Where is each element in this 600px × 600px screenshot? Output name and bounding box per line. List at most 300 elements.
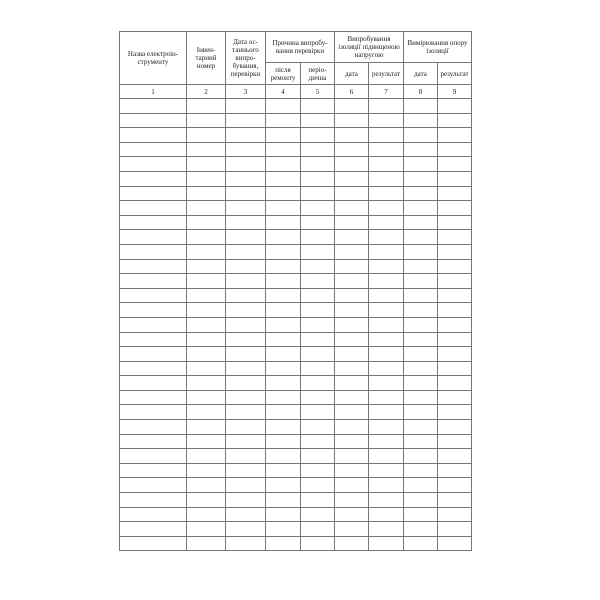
table-cell[interactable] bbox=[369, 317, 404, 332]
table-cell[interactable] bbox=[438, 128, 472, 143]
table-cell[interactable] bbox=[187, 376, 226, 391]
table-cell[interactable] bbox=[266, 215, 301, 230]
table-cell[interactable] bbox=[438, 376, 472, 391]
table-cell[interactable] bbox=[266, 405, 301, 420]
table-cell[interactable] bbox=[335, 332, 369, 347]
table-cell[interactable] bbox=[301, 332, 335, 347]
table-cell[interactable] bbox=[438, 186, 472, 201]
table-cell[interactable] bbox=[266, 274, 301, 289]
table-cell[interactable] bbox=[120, 434, 187, 449]
table-cell[interactable] bbox=[438, 157, 472, 172]
table-cell[interactable] bbox=[226, 274, 266, 289]
header-hv-date bbox=[335, 63, 369, 85]
table-cell[interactable] bbox=[226, 361, 266, 376]
table-cell[interactable] bbox=[369, 288, 404, 303]
table-row bbox=[120, 361, 472, 376]
table-cell[interactable] bbox=[369, 405, 404, 420]
table-cell[interactable] bbox=[335, 449, 369, 464]
table-cell[interactable] bbox=[226, 376, 266, 391]
table-cell[interactable] bbox=[335, 522, 369, 537]
table-cell[interactable] bbox=[187, 186, 226, 201]
table-cell[interactable] bbox=[226, 449, 266, 464]
table-cell[interactable] bbox=[266, 478, 301, 493]
table-cell[interactable] bbox=[404, 347, 438, 362]
table-cell[interactable] bbox=[369, 142, 404, 157]
table-cell[interactable] bbox=[438, 274, 472, 289]
table-cell[interactable] bbox=[404, 99, 438, 114]
table-cell[interactable] bbox=[335, 390, 369, 405]
header-inventory-number-text: Інвен- тарний номер bbox=[195, 46, 217, 70]
table-cell[interactable] bbox=[187, 215, 226, 230]
table-cell[interactable] bbox=[301, 201, 335, 216]
table-cell[interactable] bbox=[404, 434, 438, 449]
table-cell[interactable] bbox=[120, 420, 187, 435]
table-cell[interactable] bbox=[404, 244, 438, 259]
table-cell[interactable] bbox=[266, 171, 301, 186]
table-cell[interactable] bbox=[438, 215, 472, 230]
header-insul-result bbox=[438, 63, 472, 85]
table-cell[interactable] bbox=[226, 259, 266, 274]
table-cell[interactable] bbox=[226, 201, 266, 216]
table-cell[interactable] bbox=[226, 420, 266, 435]
table-cell[interactable] bbox=[369, 157, 404, 172]
table-row bbox=[120, 317, 472, 332]
table-cell[interactable] bbox=[404, 536, 438, 551]
table-cell[interactable] bbox=[301, 507, 335, 522]
table-cell[interactable] bbox=[335, 259, 369, 274]
table-row bbox=[120, 449, 472, 464]
table-cell[interactable] bbox=[120, 230, 187, 245]
table-cell[interactable] bbox=[438, 230, 472, 245]
table-cell[interactable] bbox=[266, 536, 301, 551]
table-cell[interactable] bbox=[120, 493, 187, 508]
table-cell[interactable] bbox=[438, 536, 472, 551]
header-insulation-group bbox=[404, 32, 472, 63]
table-cell[interactable] bbox=[226, 390, 266, 405]
table-cell[interactable] bbox=[438, 171, 472, 186]
table-cell[interactable] bbox=[369, 244, 404, 259]
table-cell[interactable] bbox=[120, 113, 187, 128]
table-cell[interactable] bbox=[266, 390, 301, 405]
table-cell[interactable] bbox=[120, 536, 187, 551]
table-cell[interactable] bbox=[266, 303, 301, 318]
table-cell[interactable] bbox=[369, 113, 404, 128]
table-row bbox=[120, 478, 472, 493]
table-cell[interactable] bbox=[369, 303, 404, 318]
table-cell[interactable] bbox=[404, 274, 438, 289]
table-cell[interactable] bbox=[404, 288, 438, 303]
table-cell[interactable] bbox=[120, 244, 187, 259]
table-cell[interactable] bbox=[266, 420, 301, 435]
table-cell[interactable] bbox=[301, 244, 335, 259]
table-cell[interactable] bbox=[266, 361, 301, 376]
table-cell[interactable] bbox=[404, 201, 438, 216]
header-last-test-date-text: Дата ос- таннього випро- бування, перевірки bbox=[230, 38, 261, 78]
table-cell[interactable] bbox=[187, 390, 226, 405]
table-cell[interactable] bbox=[226, 244, 266, 259]
table-cell[interactable] bbox=[369, 478, 404, 493]
table-cell[interactable] bbox=[120, 376, 187, 391]
table-cell[interactable] bbox=[120, 186, 187, 201]
table-cell[interactable] bbox=[404, 420, 438, 435]
table-cell[interactable] bbox=[438, 420, 472, 435]
table-cell[interactable] bbox=[120, 332, 187, 347]
table-cell[interactable] bbox=[438, 113, 472, 128]
table-cell[interactable] bbox=[226, 113, 266, 128]
table-cell[interactable] bbox=[369, 522, 404, 537]
table-cell[interactable] bbox=[404, 405, 438, 420]
table-cell[interactable] bbox=[301, 478, 335, 493]
table-cell[interactable] bbox=[369, 493, 404, 508]
table-cell[interactable] bbox=[369, 230, 404, 245]
table-cell[interactable] bbox=[266, 99, 301, 114]
table-cell[interactable] bbox=[301, 390, 335, 405]
table-cell[interactable] bbox=[404, 507, 438, 522]
table-cell[interactable] bbox=[120, 142, 187, 157]
table-cell[interactable] bbox=[335, 201, 369, 216]
table-cell[interactable] bbox=[301, 405, 335, 420]
table-cell[interactable] bbox=[438, 522, 472, 537]
table-cell[interactable] bbox=[226, 434, 266, 449]
table-cell[interactable] bbox=[187, 405, 226, 420]
header-insulation-group-text: Вимірювання опору ізоляції bbox=[407, 39, 468, 55]
table-cell[interactable] bbox=[226, 463, 266, 478]
table-cell[interactable] bbox=[369, 259, 404, 274]
table-cell[interactable] bbox=[266, 186, 301, 201]
table-cell[interactable] bbox=[369, 201, 404, 216]
table-cell[interactable] bbox=[335, 99, 369, 114]
table-row bbox=[120, 171, 472, 186]
table-cell[interactable] bbox=[301, 434, 335, 449]
table-cell[interactable] bbox=[187, 507, 226, 522]
table-cell[interactable] bbox=[404, 215, 438, 230]
table-cell[interactable] bbox=[301, 99, 335, 114]
table-cell[interactable] bbox=[120, 157, 187, 172]
table-cell[interactable] bbox=[266, 507, 301, 522]
table-cell[interactable] bbox=[226, 99, 266, 114]
table-cell[interactable] bbox=[226, 317, 266, 332]
table-cell[interactable] bbox=[369, 390, 404, 405]
table-cell[interactable] bbox=[335, 244, 369, 259]
table-cell[interactable] bbox=[266, 434, 301, 449]
table-cell[interactable] bbox=[335, 157, 369, 172]
table-cell[interactable] bbox=[301, 288, 335, 303]
table-cell[interactable] bbox=[226, 332, 266, 347]
table-cell[interactable] bbox=[335, 493, 369, 508]
table-cell[interactable] bbox=[438, 449, 472, 464]
table-cell[interactable] bbox=[226, 215, 266, 230]
table-cell[interactable] bbox=[187, 317, 226, 332]
table-cell[interactable] bbox=[187, 230, 226, 245]
table-cell[interactable] bbox=[187, 478, 226, 493]
table-cell[interactable] bbox=[266, 288, 301, 303]
column-number: 3 bbox=[226, 85, 266, 99]
table-cell[interactable] bbox=[120, 405, 187, 420]
table-cell[interactable] bbox=[187, 493, 226, 508]
table-cell[interactable] bbox=[404, 142, 438, 157]
table-row bbox=[120, 230, 472, 245]
table-cell[interactable] bbox=[301, 493, 335, 508]
table-cell[interactable] bbox=[335, 128, 369, 143]
table-cell[interactable] bbox=[266, 244, 301, 259]
table-cell[interactable] bbox=[369, 99, 404, 114]
table-cell[interactable] bbox=[120, 463, 187, 478]
table-cell[interactable] bbox=[335, 186, 369, 201]
table-cell[interactable] bbox=[187, 113, 226, 128]
table-cell[interactable] bbox=[335, 478, 369, 493]
table-cell[interactable] bbox=[404, 478, 438, 493]
table-cell[interactable] bbox=[266, 157, 301, 172]
table-cell[interactable] bbox=[187, 420, 226, 435]
table-cell[interactable] bbox=[335, 274, 369, 289]
table-cell[interactable] bbox=[438, 317, 472, 332]
table-cell[interactable] bbox=[266, 259, 301, 274]
table-cell[interactable] bbox=[120, 215, 187, 230]
table-cell[interactable] bbox=[438, 142, 472, 157]
table-cell[interactable] bbox=[187, 463, 226, 478]
table-cell[interactable] bbox=[438, 434, 472, 449]
table-cell[interactable] bbox=[404, 376, 438, 391]
table-cell[interactable] bbox=[335, 113, 369, 128]
table-cell[interactable] bbox=[404, 493, 438, 508]
table-cell[interactable] bbox=[438, 347, 472, 362]
table-row bbox=[120, 113, 472, 128]
table-row bbox=[120, 536, 472, 551]
table-cell[interactable] bbox=[187, 244, 226, 259]
table-cell[interactable] bbox=[369, 332, 404, 347]
table-cell[interactable] bbox=[335, 434, 369, 449]
table-cell[interactable] bbox=[187, 99, 226, 114]
table-cell[interactable] bbox=[301, 157, 335, 172]
table-cell[interactable] bbox=[335, 171, 369, 186]
table-cell[interactable] bbox=[335, 376, 369, 391]
table-cell[interactable] bbox=[187, 157, 226, 172]
table-cell[interactable] bbox=[369, 347, 404, 362]
table-cell[interactable] bbox=[187, 522, 226, 537]
table-cell[interactable] bbox=[438, 99, 472, 114]
table-cell[interactable] bbox=[187, 361, 226, 376]
table-cell[interactable] bbox=[301, 420, 335, 435]
table-row bbox=[120, 157, 472, 172]
table-cell[interactable] bbox=[369, 536, 404, 551]
table-cell[interactable] bbox=[404, 186, 438, 201]
table-cell[interactable] bbox=[301, 215, 335, 230]
table-cell[interactable] bbox=[187, 288, 226, 303]
table-cell[interactable] bbox=[335, 288, 369, 303]
table-cell[interactable] bbox=[404, 449, 438, 464]
table-cell[interactable] bbox=[120, 361, 187, 376]
table-cell[interactable] bbox=[120, 522, 187, 537]
table-cell[interactable] bbox=[369, 171, 404, 186]
table-cell[interactable] bbox=[266, 113, 301, 128]
table-cell[interactable] bbox=[120, 303, 187, 318]
table-cell[interactable] bbox=[438, 201, 472, 216]
table-cell[interactable] bbox=[266, 230, 301, 245]
table-cell[interactable] bbox=[187, 259, 226, 274]
table-cell[interactable] bbox=[301, 317, 335, 332]
table-cell[interactable] bbox=[266, 493, 301, 508]
table-cell[interactable] bbox=[301, 522, 335, 537]
column-number: 6 bbox=[335, 85, 369, 99]
table-cell[interactable] bbox=[438, 463, 472, 478]
table-cell[interactable] bbox=[120, 317, 187, 332]
table-cell[interactable] bbox=[187, 536, 226, 551]
table-cell[interactable] bbox=[438, 332, 472, 347]
table-cell[interactable] bbox=[369, 507, 404, 522]
table-cell[interactable] bbox=[266, 332, 301, 347]
table-cell[interactable] bbox=[438, 361, 472, 376]
table-cell[interactable] bbox=[369, 449, 404, 464]
table-cell[interactable] bbox=[438, 288, 472, 303]
table-cell[interactable] bbox=[335, 317, 369, 332]
table-cell[interactable] bbox=[226, 186, 266, 201]
table-cell[interactable] bbox=[187, 274, 226, 289]
table-cell[interactable] bbox=[369, 361, 404, 376]
table-cell[interactable] bbox=[226, 128, 266, 143]
table-cell[interactable] bbox=[120, 507, 187, 522]
table-cell[interactable] bbox=[187, 128, 226, 143]
table-cell[interactable] bbox=[404, 390, 438, 405]
table-cell[interactable] bbox=[301, 113, 335, 128]
table-cell[interactable] bbox=[120, 449, 187, 464]
table-cell[interactable] bbox=[301, 536, 335, 551]
table-cell[interactable] bbox=[404, 317, 438, 332]
table-cell[interactable] bbox=[120, 390, 187, 405]
table-cell[interactable] bbox=[301, 142, 335, 157]
table-cell[interactable] bbox=[301, 361, 335, 376]
table-cell[interactable] bbox=[369, 463, 404, 478]
table-cell[interactable] bbox=[266, 449, 301, 464]
table-cell[interactable] bbox=[404, 303, 438, 318]
table-cell[interactable] bbox=[266, 463, 301, 478]
table-cell[interactable] bbox=[438, 259, 472, 274]
table-cell[interactable] bbox=[335, 420, 369, 435]
table-cell[interactable] bbox=[226, 288, 266, 303]
table-cell[interactable] bbox=[335, 230, 369, 245]
table-cell[interactable] bbox=[226, 347, 266, 362]
table-cell[interactable] bbox=[369, 186, 404, 201]
table-cell[interactable] bbox=[120, 171, 187, 186]
table-cell[interactable] bbox=[301, 259, 335, 274]
table-cell[interactable] bbox=[301, 128, 335, 143]
table-cell[interactable] bbox=[301, 376, 335, 391]
table-cell[interactable] bbox=[404, 157, 438, 172]
table-cell[interactable] bbox=[187, 347, 226, 362]
table-cell[interactable] bbox=[438, 405, 472, 420]
column-number: 8 bbox=[404, 85, 438, 99]
table-cell[interactable] bbox=[335, 405, 369, 420]
header-hv-date-text: дата bbox=[345, 69, 358, 78]
table-cell[interactable] bbox=[404, 332, 438, 347]
header-test-reason-group-text: Причина випробу- вання перевірки bbox=[272, 39, 328, 55]
table-cell[interactable] bbox=[335, 507, 369, 522]
table-cell[interactable] bbox=[226, 507, 266, 522]
table-cell[interactable] bbox=[404, 361, 438, 376]
table-cell[interactable] bbox=[226, 303, 266, 318]
table-cell[interactable] bbox=[226, 493, 266, 508]
table-cell[interactable] bbox=[369, 274, 404, 289]
table-cell[interactable] bbox=[226, 478, 266, 493]
table-cell[interactable] bbox=[301, 347, 335, 362]
table-cell[interactable] bbox=[120, 478, 187, 493]
table-cell[interactable] bbox=[266, 347, 301, 362]
table-cell[interactable] bbox=[301, 186, 335, 201]
table-cell[interactable] bbox=[438, 303, 472, 318]
table-cell[interactable] bbox=[187, 201, 226, 216]
table-cell[interactable] bbox=[438, 478, 472, 493]
table-cell[interactable] bbox=[404, 259, 438, 274]
table-cell[interactable] bbox=[187, 332, 226, 347]
table-cell[interactable] bbox=[266, 201, 301, 216]
table-cell[interactable] bbox=[226, 230, 266, 245]
table-cell[interactable] bbox=[226, 171, 266, 186]
table-cell[interactable] bbox=[404, 463, 438, 478]
table-cell[interactable] bbox=[335, 536, 369, 551]
table-cell[interactable] bbox=[266, 317, 301, 332]
table-cell[interactable] bbox=[335, 215, 369, 230]
table-cell[interactable] bbox=[335, 463, 369, 478]
table-cell[interactable] bbox=[335, 361, 369, 376]
table-cell[interactable] bbox=[120, 128, 187, 143]
table-cell[interactable] bbox=[226, 522, 266, 537]
table-cell[interactable] bbox=[369, 420, 404, 435]
table-cell[interactable] bbox=[266, 142, 301, 157]
table-cell[interactable] bbox=[335, 142, 369, 157]
table-cell[interactable] bbox=[369, 128, 404, 143]
table-cell[interactable] bbox=[301, 274, 335, 289]
table-cell[interactable] bbox=[187, 171, 226, 186]
table-cell[interactable] bbox=[187, 449, 226, 464]
table-cell[interactable] bbox=[301, 230, 335, 245]
table-cell[interactable] bbox=[438, 244, 472, 259]
table-cell[interactable] bbox=[226, 536, 266, 551]
table-cell[interactable] bbox=[438, 390, 472, 405]
table-cell[interactable] bbox=[120, 347, 187, 362]
table-cell[interactable] bbox=[266, 522, 301, 537]
table-cell[interactable] bbox=[120, 99, 187, 114]
table-cell[interactable] bbox=[226, 157, 266, 172]
table-cell[interactable] bbox=[438, 507, 472, 522]
table-cell[interactable] bbox=[266, 128, 301, 143]
table-cell[interactable] bbox=[369, 376, 404, 391]
table-cell[interactable] bbox=[266, 376, 301, 391]
table-cell[interactable] bbox=[438, 493, 472, 508]
table-cell[interactable] bbox=[187, 434, 226, 449]
table-cell[interactable] bbox=[120, 274, 187, 289]
table-cell[interactable] bbox=[187, 303, 226, 318]
header-hv-result bbox=[369, 63, 404, 85]
table-cell[interactable] bbox=[187, 142, 226, 157]
table-cell[interactable] bbox=[335, 347, 369, 362]
table-cell[interactable] bbox=[301, 463, 335, 478]
table-cell[interactable] bbox=[226, 405, 266, 420]
table-cell[interactable] bbox=[369, 434, 404, 449]
table-cell[interactable] bbox=[226, 142, 266, 157]
table-cell[interactable] bbox=[301, 303, 335, 318]
table-cell[interactable] bbox=[301, 449, 335, 464]
table-cell[interactable] bbox=[120, 201, 187, 216]
table-cell[interactable] bbox=[335, 303, 369, 318]
table-cell[interactable] bbox=[120, 259, 187, 274]
table-cell[interactable] bbox=[404, 128, 438, 143]
table-cell[interactable] bbox=[404, 171, 438, 186]
table-cell[interactable] bbox=[404, 113, 438, 128]
table-cell[interactable] bbox=[120, 288, 187, 303]
table-cell[interactable] bbox=[369, 215, 404, 230]
table-cell[interactable] bbox=[301, 171, 335, 186]
table-cell[interactable] bbox=[404, 230, 438, 245]
table-cell[interactable] bbox=[404, 522, 438, 537]
